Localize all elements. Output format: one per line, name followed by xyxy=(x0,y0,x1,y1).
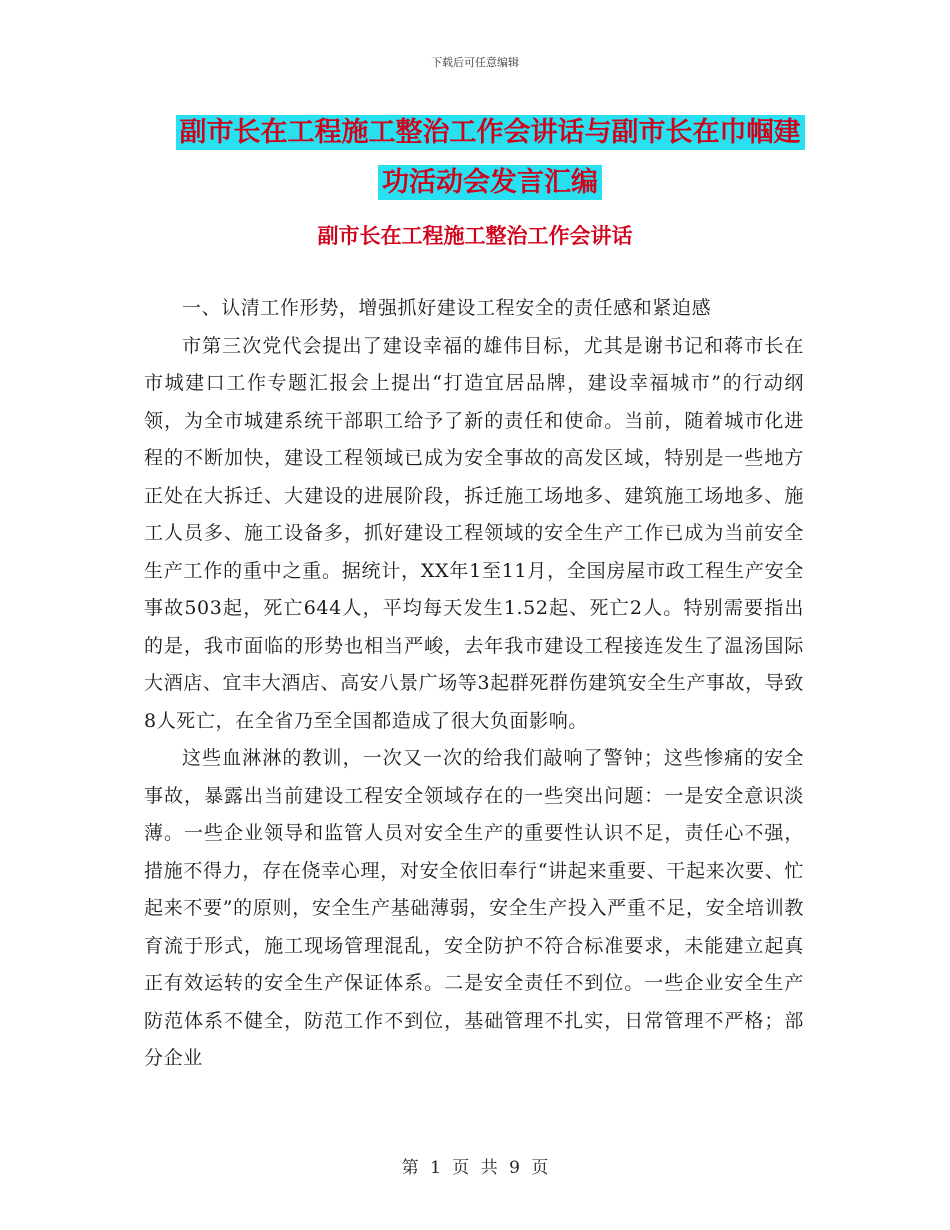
page-number: 第 1 页 共 9 页 xyxy=(401,1158,549,1178)
document-title xyxy=(170,108,810,208)
page-header-note: 下载后可任意编辑 xyxy=(431,56,519,69)
document-title-line-1: 副市长在工程施工整治工作会讲话与副市长在巾帼建 xyxy=(176,115,805,150)
document-body xyxy=(144,290,804,1078)
paragraph: 这些血淋淋的教训，一次又一次的给我们敲响了警钟；这些惨痛的安全事故，暴露出当前建设工程安全领域存在的一些突出问题：一是安全意识淡薄。一些企业领导和监管人员对安全生产的重要性认识不足，责任心不强，措施不得力，存在侥幸心理，对安全依旧奉行“讲起来重要、干起来次要、忙起来不要”的原则，安全生产基础薄弱，安全生产投入严重不足，安全培训教育流于形式，施工现场管理混乱，安全防护不符合标准要求，未能建立起真正有效运转的安全生产保证体系。二是安全责任不到位。一些企业安全生产防范体系不健全，防范工作不到位，基础管理不扎实，日常管理不严格；部分企业 xyxy=(144,747,804,1069)
document-title-line-2: 功活动会发言汇编 xyxy=(378,165,602,200)
section-title: 副市长在工程施工整治工作会讲话 xyxy=(317,224,633,248)
paragraph-heading: 一、认清工作形势，增强抓好建设工程安全的责任感和紧迫感 xyxy=(182,297,712,319)
paragraph: 市第三次党代会提出了建设幸福的雄伟目标，尤其是谢书记和蒋市长在市城建口工作专题汇报会上提出“打造宜居品牌，建设幸福城市”的行动纲领，为全市城建系统干部职工给予了新的责任和使命。当前，随着城市化进程的不断加快，建设工程领域已成为安全事故的高发区域，特别是一些地方正处在大拆迁、大建设的进展阶段，拆迁施工场地多、建筑施工场地多、施工人员多、施工设备多，抓好建设工程领域的安全生产工作已成为当前安全生产工作的重中之重。据统计，XX年1至11月，全国房屋市政工程生产安全事故503起，死亡644人，平均每天发生1.52起、死亡2人。特别需要指出的是，我市面临的形势也相当严峻，去年我市建设工程接连发生了温汤国际大酒店、宜丰大酒店、高安八景广场等3起群死群伤建筑安全生产事故，导致8人死亡，在全省乃至全国都造成了很大负面影响。 xyxy=(144,334,804,732)
